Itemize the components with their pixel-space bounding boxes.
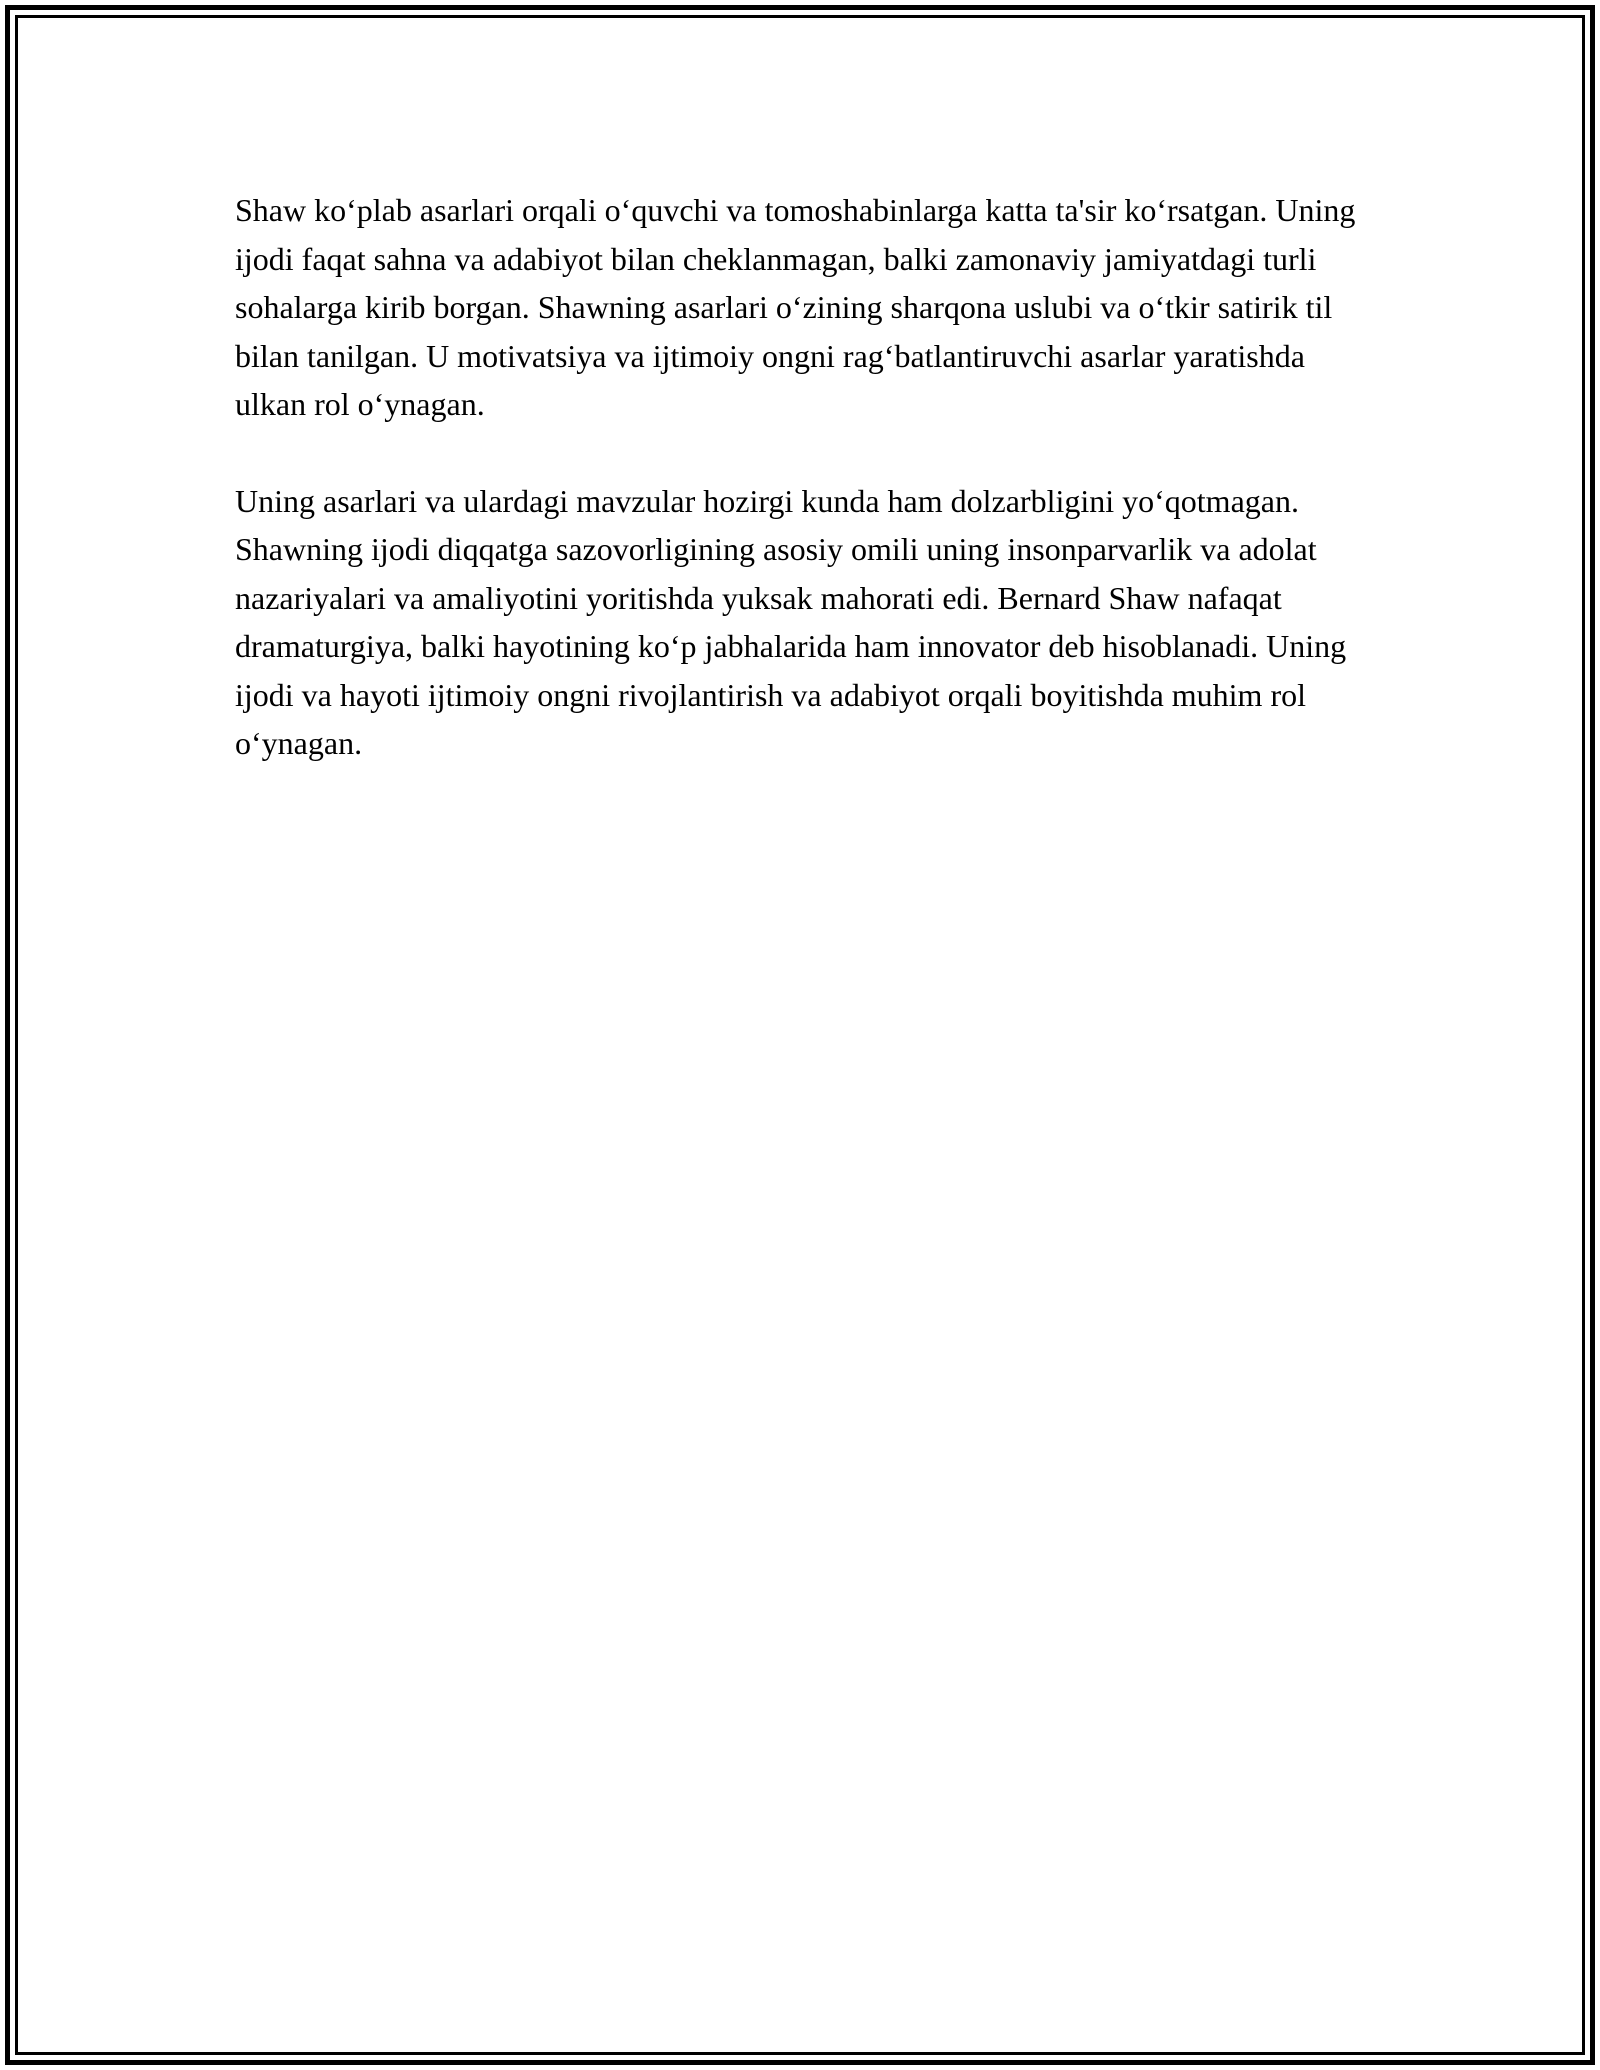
paragraph-2: Uning asarlari va ulardagi mavzular hozirgi kunda ham dolzarbligini yoʻqotmagan. Shawning ijodi diqqatga sazovorligining asosiy omili uning insonparvarlik va adolat nazariyalari va amaliyotini yoritishda yuksak mahorati edi. Bernard Shaw nafaqat dramaturgiya, balki hayotining koʻp jabhalarida ham innovator deb hisoblanadi. Uning ijodi va hayoti ijtimoiy ongni rivojlantirish va adabiyot orqali boyitishda muhim rol oʻynagan. bbox=[235, 482, 1347, 761]
document-body bbox=[235, 186, 1375, 768]
paragraph-1: Shaw koʻplab asarlari orqali oʻquvchi va tomoshabinlarga katta ta'sir koʻrsatgan. Uning ijodi faqat sahna va adabiyot bilan cheklanmagan, balki zamonaviy jamiyatdagi turli sohalarga kirib borgan. Shawning asarlari oʻzining sharqona uslubi va oʻtkir satirik til bilan tanilgan. U motivatsiya va ijtimoiy ongni ragʻbatlantiruvchi asarlar yaratishda ulkan rol oʻynagan. bbox=[235, 192, 1356, 422]
